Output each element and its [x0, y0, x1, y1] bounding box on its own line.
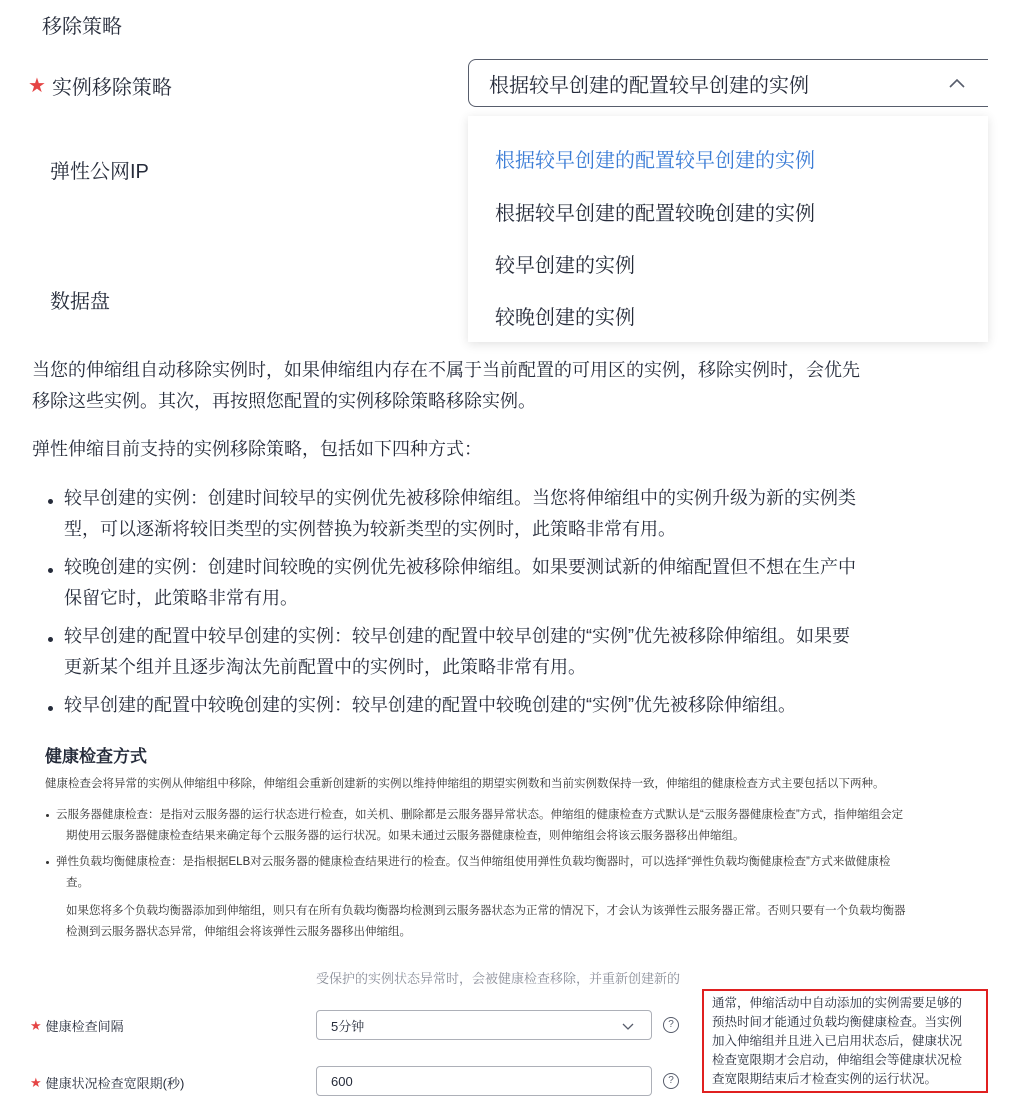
doc-bullet-3-line2: 更新某个组并且逐步淘汰先前配置中的实例时，此策略非常有用。	[64, 657, 586, 677]
bullet-dot	[46, 814, 49, 817]
doc-bullet-1-line1: 较早创建的实例：创建时间较早的实例优先被移除伸缩组。当您将伸缩组中的实例升级为新的实例类	[64, 488, 856, 508]
bullet-dot	[48, 706, 53, 711]
bullet-dot	[46, 861, 49, 864]
grace-input[interactable]	[316, 1066, 652, 1096]
section-title: 移除策略	[42, 16, 122, 38]
dropdown-option[interactable]: 根据较早创建的配置较晚创建的实例	[495, 203, 815, 225]
interval-value: 5分钟	[331, 1018, 365, 1034]
doc-bullet-4-line1: 较早创建的配置中较晚创建的实例：较早创建的配置中较晚创建的“实例”优先被移除伸缩组。	[64, 695, 796, 715]
health-bullet-1-line2: 期使用云服务器健康检查结果来确定每个云服务器的运行状况。如果未通过云服务器健康检查，则伸缩组会将该云服务器移出伸缩组。	[66, 830, 745, 842]
disk-label: 数据盘	[50, 291, 110, 313]
grace-label: 健康状况检查宽限期(秒)	[45, 1076, 185, 1091]
doc-para1-line1: 当您的伸缩组自动移除实例时，如果伸缩组内存在不属于当前配置的可用区的实例，移除实例时，会优先	[32, 360, 860, 380]
health-bullet-2-line4: 检测到云服务器状态异常，伸缩组会将该弹性云服务器移出伸缩组。	[66, 926, 411, 938]
interval-help-icon[interactable]: ?	[663, 1017, 679, 1033]
health-bullet-2-line1: 弹性负载均衡健康检查：是指根据ELB对云服务器的健康检查结果进行的检查。仅当伸缩组使用弹性负载均衡器时，可以选择“弹性负载均衡健康检查”方式来做健康检	[56, 856, 891, 868]
health-bullet-2-line3: 如果您将多个负载均衡器添加到伸缩组，则只有在所有负载均衡器均检测到云服务器状态为正常的情况下，才会认为该弹性云服务器正常。否则只要有一个负载均衡器	[66, 905, 906, 917]
tooltip-line: 查宽限期结束后才检查实例的运行状况。	[712, 1072, 938, 1086]
bullet-dot	[48, 637, 53, 642]
policy-dropdown	[468, 116, 988, 342]
required-star: ★	[30, 1074, 42, 1090]
dropdown-option[interactable]: 较晚创建的实例	[495, 307, 635, 329]
tooltip-line: 通常，伸缩活动中自动添加的实例需要足够的	[712, 996, 963, 1010]
health-check-title: 健康检查方式	[45, 747, 147, 766]
doc-bullet-2-line1: 较晚创建的实例：创建时间较晚的实例优先被移除伸缩组。如果要测试新的伸缩配置但不想在生产中	[64, 557, 856, 577]
grace-label-row	[30, 1073, 184, 1092]
doc-para2: 弹性伸缩目前支持的实例移除策略，包括如下四种方式：	[32, 439, 482, 459]
doc-bullet-1-line2: 型，可以逐渐将较旧类型的实例替换为较新类型的实例时，此策略非常有用。	[64, 519, 676, 539]
interval-label-row	[30, 1016, 124, 1035]
grace-period-tooltip	[702, 989, 988, 1093]
doc-bullet-3-line1: 较早创建的配置中较早创建的实例：较早创建的配置中较早创建的“实例”优先被移除伸缩组。如果要	[64, 626, 850, 646]
policy-selected-value: 根据较早创建的配置较早创建的实例	[489, 74, 809, 97]
interval-label: 健康检查间隔	[45, 1019, 124, 1034]
eip-label: 弹性公网IP	[50, 161, 149, 183]
dropdown-option[interactable]: 根据较早创建的配置较早创建的实例	[495, 150, 815, 172]
chevron-up-icon	[947, 74, 967, 94]
health-intro: 健康检查会将异常的实例从伸缩组中移除，伸缩组会重新创建新的实例以维持伸缩组的期望实例数和当前实例数保持一致，伸缩组的健康检查方式主要包括以下两种。	[45, 778, 885, 790]
doc-para1-line2: 移除这些实例。其次，再按照您配置的实例移除策略移除实例。	[32, 391, 536, 411]
interval-select[interactable]	[316, 1010, 652, 1040]
tooltip-line: 预热时间才能通过负载均衡健康检查。当实例	[712, 1015, 963, 1029]
grace-value: 600	[331, 1073, 353, 1089]
bullet-dot	[48, 499, 53, 504]
required-star: ★	[28, 75, 46, 97]
grace-help-icon[interactable]: ?	[663, 1073, 679, 1089]
dropdown-option[interactable]: 较早创建的实例	[495, 255, 635, 277]
health-bullet-2-line2: 查。	[66, 877, 89, 889]
bullet-dot	[48, 568, 53, 573]
required-star: ★	[30, 1017, 42, 1033]
protected-instance-hint: 受保护的实例状态异常时，会被健康检查移除，并重新创建新的	[316, 971, 681, 986]
policy-label: 实例移除策略	[51, 77, 172, 99]
health-bullet-1-line1: 云服务器健康检查：是指对云服务器的运行状态进行检查，如关机、删除都是云服务器异常状态。伸缩组的健康检查方式默认是“云服务器健康检查”方式，指伸缩组会定	[56, 809, 904, 821]
doc-bullet-2-line2: 保留它时，此策略非常有用。	[64, 588, 298, 608]
tooltip-line: 检查宽限期才会启动，伸缩组会等健康状况检	[712, 1053, 963, 1067]
policy-select[interactable]	[468, 59, 988, 107]
chevron-down-icon	[622, 1020, 634, 1032]
tooltip-line: 加入伸缩组并且进入已启用状态后，健康状况	[712, 1034, 963, 1048]
policy-label-row	[28, 71, 172, 100]
